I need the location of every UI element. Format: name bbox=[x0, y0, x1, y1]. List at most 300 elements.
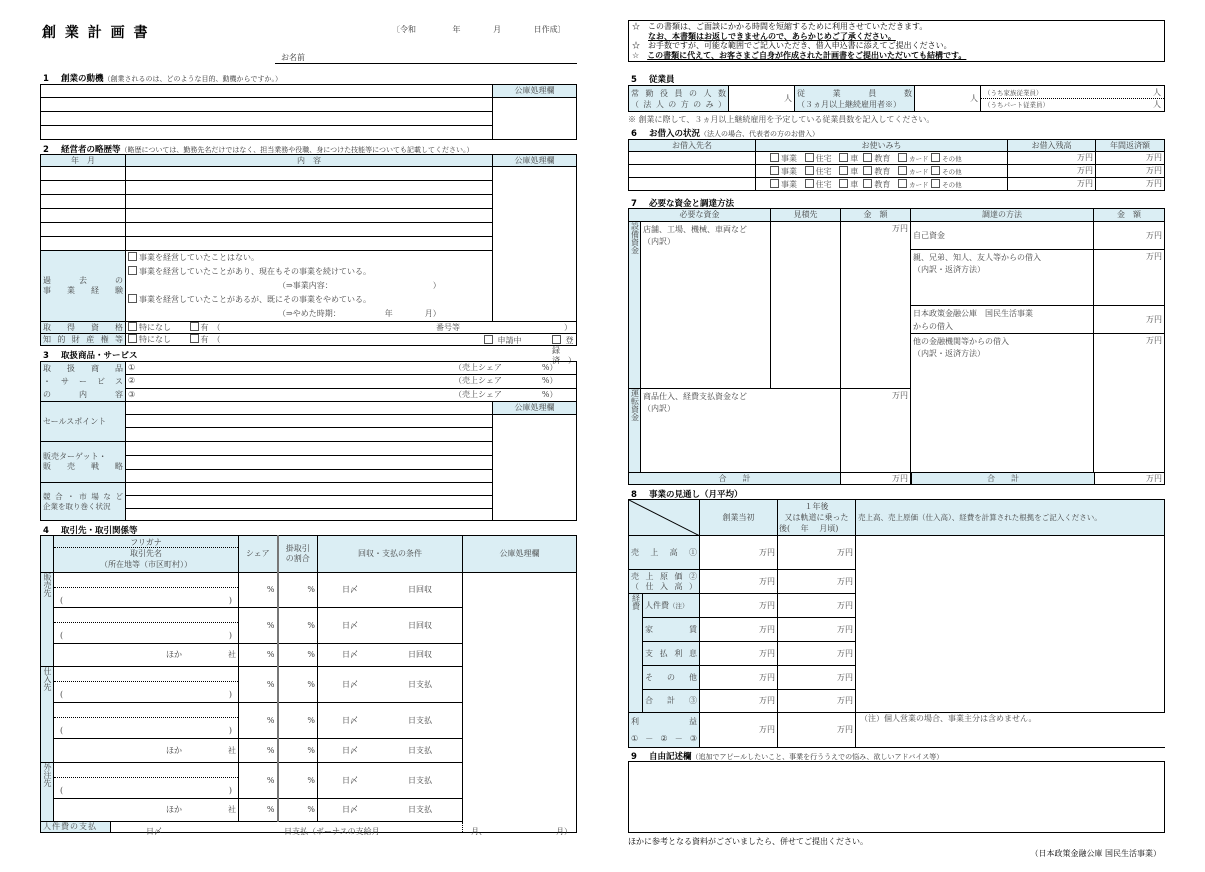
share-field[interactable]: % bbox=[239, 608, 278, 644]
paren: ( bbox=[60, 631, 64, 640]
payment-day: 日支払 bbox=[408, 745, 432, 755]
products-label bbox=[41, 362, 126, 402]
free-description-field[interactable] bbox=[628, 761, 1165, 833]
date-year-label: 年 bbox=[452, 25, 461, 34]
payment-terms[interactable] bbox=[318, 739, 463, 763]
checkbox-none[interactable] bbox=[128, 322, 137, 331]
career-date-2[interactable] bbox=[41, 181, 126, 195]
label-line: の割合 bbox=[285, 554, 310, 563]
label-line: 売上原価② bbox=[631, 571, 697, 581]
section-heading: 事業の見通し（月平均） bbox=[649, 490, 743, 500]
label-line: の 内 容 bbox=[43, 390, 123, 399]
checkbox-registered[interactable] bbox=[552, 335, 561, 344]
partner-name-label: 取引先名 bbox=[130, 549, 162, 558]
sales-partner-1[interactable] bbox=[54, 573, 239, 608]
credit-ratio-field[interactable]: % bbox=[278, 799, 318, 822]
needed-total-amount[interactable]: 万円 bbox=[841, 473, 911, 485]
annual-repayment-field-3[interactable]: 万円 bbox=[1096, 178, 1165, 191]
section-heading: 必要な資金と調達方法 bbox=[649, 199, 735, 209]
officers-count-field[interactable]: 人 bbox=[729, 86, 795, 112]
initial-header: 創業当初 bbox=[700, 500, 778, 536]
unit: 人 bbox=[1153, 99, 1161, 109]
breakdown-label: （内訳） bbox=[643, 237, 675, 246]
office-use-cell bbox=[493, 98, 577, 140]
others-label: ほか bbox=[166, 745, 182, 755]
checkbox-housing[interactable] bbox=[805, 153, 814, 162]
career-date-5[interactable] bbox=[41, 223, 126, 237]
career-content-4[interactable] bbox=[126, 209, 493, 223]
collection-terms[interactable] bbox=[318, 644, 463, 667]
category-header bbox=[41, 536, 54, 573]
section-heading: 取扱商品・サービス bbox=[61, 351, 138, 361]
relatives-loan bbox=[911, 250, 1094, 306]
label-line: 企業を取り巻く状況 bbox=[43, 501, 111, 511]
day-cutoff: 日〆 bbox=[342, 805, 358, 814]
label-line: 日本政策金融公庫 国民生活事業 bbox=[913, 308, 1033, 318]
funding-method-header: 調達の方法 bbox=[911, 209, 1094, 222]
breakdown-label: （内訳） bbox=[643, 404, 675, 413]
company-count-label: 社 bbox=[228, 805, 236, 814]
section-1-title bbox=[43, 72, 282, 84]
checkbox-yes[interactable] bbox=[190, 322, 199, 331]
profit-initial[interactable]: 万円 bbox=[700, 713, 778, 748]
career-date-4[interactable] bbox=[41, 209, 126, 223]
cogs-label bbox=[629, 570, 700, 594]
rent-initial[interactable]: 万円 bbox=[700, 618, 778, 642]
close-paren: ） bbox=[564, 323, 572, 332]
expenses-total-initial[interactable]: 万円 bbox=[700, 690, 778, 713]
date-month-label: 月 bbox=[493, 25, 502, 34]
relatives-loan-amount[interactable]: 万円 bbox=[1094, 250, 1165, 306]
section-subtitle: （追加でアピールしたいこと、事業を行ううえでの悩み、欲しいアドバイス等） bbox=[691, 753, 944, 761]
checkbox-car[interactable] bbox=[839, 179, 848, 188]
collection-terms[interactable] bbox=[318, 573, 463, 608]
checkbox-other[interactable] bbox=[931, 153, 940, 162]
working-capital-label: 運転資金 bbox=[629, 389, 641, 473]
cogs-initial[interactable]: 万円 bbox=[700, 570, 778, 594]
section-heading: 取引先・取引関係等 bbox=[61, 526, 138, 536]
career-content-2[interactable] bbox=[126, 181, 493, 195]
section-number: 1 bbox=[43, 74, 49, 84]
option-label: 住宅 bbox=[815, 179, 832, 189]
others-label: ほか bbox=[166, 805, 182, 814]
basis-field[interactable] bbox=[856, 536, 1165, 713]
label-line: （仕入高） bbox=[631, 581, 697, 591]
checkbox-other[interactable] bbox=[931, 179, 940, 188]
checkbox-business[interactable] bbox=[770, 153, 779, 162]
past-option-ceased[interactable] bbox=[128, 293, 490, 307]
ip-label: 知的財産権等 bbox=[41, 334, 126, 346]
payroll-label: 人件費の支払 bbox=[41, 822, 111, 832]
section-number: 8 bbox=[631, 490, 637, 500]
label-line: （３ヵ月以上継続雇用者※） bbox=[797, 99, 901, 109]
section-3-title bbox=[43, 349, 138, 361]
balance-field-1[interactable]: 万円 bbox=[1008, 152, 1096, 165]
number-label: 番号等 bbox=[436, 323, 460, 332]
checkbox-education[interactable] bbox=[863, 179, 872, 188]
working-capital-description[interactable] bbox=[641, 389, 841, 473]
credit-ratio-field[interactable]: % bbox=[278, 573, 318, 608]
furigana-field[interactable] bbox=[54, 575, 238, 588]
option-label: カード bbox=[909, 154, 929, 163]
label-line: 掛取引 bbox=[285, 544, 310, 553]
checkbox-other[interactable] bbox=[931, 166, 940, 175]
name-field[interactable] bbox=[275, 52, 577, 64]
past-experience-options bbox=[126, 251, 493, 322]
credit-ratio-field[interactable]: % bbox=[278, 763, 318, 799]
option-label: 車 bbox=[850, 166, 859, 176]
credit-ratio-field[interactable]: % bbox=[278, 667, 318, 703]
paren: ) bbox=[228, 726, 232, 735]
paren: ( bbox=[60, 786, 64, 795]
employees-count-field[interactable]: 人 bbox=[915, 86, 981, 112]
past-option-continuing[interactable] bbox=[128, 265, 490, 279]
profit-after[interactable]: 万円 bbox=[778, 713, 856, 748]
own-funds-amount[interactable]: 万円 bbox=[1094, 222, 1165, 250]
product-item-1[interactable] bbox=[126, 362, 577, 375]
sales-partner-2[interactable] bbox=[54, 608, 239, 644]
bonus-month-2[interactable]: 月） bbox=[556, 827, 572, 836]
other-expenses-initial[interactable]: 万円 bbox=[700, 666, 778, 690]
jfc-loan bbox=[911, 306, 1094, 334]
motivation-line-3[interactable] bbox=[41, 112, 493, 126]
product-item-3[interactable] bbox=[126, 388, 577, 401]
purchase-others[interactable] bbox=[54, 739, 239, 763]
basis-header: 売上高、売上原価（仕入高）、経費を計算された根拠をご記入ください。 bbox=[856, 500, 1165, 536]
business-content-field[interactable]: （⇒事業内容： ） bbox=[278, 281, 441, 290]
collection-day: 日回収 bbox=[408, 650, 432, 659]
section-number: 6 bbox=[631, 129, 637, 139]
label-line: 後( 年 月頃) bbox=[779, 524, 839, 533]
payment-day: 日支払 bbox=[408, 715, 432, 725]
checkbox-none[interactable] bbox=[128, 334, 137, 343]
sales-after[interactable]: 万円 bbox=[778, 536, 856, 570]
checkbox-education[interactable] bbox=[863, 153, 872, 162]
paren: ) bbox=[228, 786, 232, 795]
furigana-field[interactable] bbox=[54, 669, 238, 682]
needed-total-label: 合 計 bbox=[629, 473, 841, 485]
ceased-date-field[interactable]: （⇒やめた時期： 年 月） bbox=[278, 309, 441, 318]
use-options-3 bbox=[756, 178, 1008, 191]
checkbox-card[interactable] bbox=[898, 153, 907, 162]
career-content-3[interactable] bbox=[126, 195, 493, 209]
family-label: （うち家族従業員） bbox=[984, 88, 1043, 97]
purchase-partner-2[interactable] bbox=[54, 703, 239, 739]
section-subtitle: （略歴については、勤務先名だけではなく、担当業務や役職、身につけた技能等についても記載してください。） bbox=[120, 146, 474, 154]
share-field[interactable]: % bbox=[239, 573, 278, 608]
option-label: 事業を経営していたことはない。 bbox=[139, 253, 259, 262]
checkbox-business[interactable] bbox=[770, 166, 779, 175]
label-line: 利 益 bbox=[631, 717, 697, 726]
share-field[interactable]: % bbox=[239, 799, 278, 822]
option-label: 住宅 bbox=[815, 166, 832, 176]
purchase-partner-1[interactable] bbox=[54, 667, 239, 703]
paren: ( bbox=[60, 690, 64, 699]
option-label: 車 bbox=[850, 179, 859, 189]
employees-note: ※ 創業に際して、３ヵ月以上継続雇用を予定している従業員数を記入してください。 bbox=[628, 115, 935, 124]
outsource-others[interactable] bbox=[54, 799, 239, 822]
option-label: その他 bbox=[942, 154, 962, 163]
furigana-field[interactable] bbox=[54, 610, 238, 623]
competition-line-1[interactable] bbox=[126, 483, 493, 496]
payment-terms[interactable] bbox=[318, 799, 463, 822]
notice-line-4 bbox=[632, 51, 1161, 61]
option-label: 申請中 bbox=[497, 336, 522, 345]
funding-table bbox=[628, 208, 1165, 485]
date-suffix: 日作成〕 bbox=[533, 25, 566, 34]
career-content-6[interactable] bbox=[126, 237, 493, 251]
lender-header: お借入先名 bbox=[629, 140, 756, 152]
outsource-partner-1[interactable] bbox=[54, 763, 239, 799]
balance-header: お借入残高 bbox=[1008, 140, 1096, 152]
motivation-line-4[interactable] bbox=[41, 126, 493, 140]
family-employees-field[interactable] bbox=[981, 87, 1164, 99]
rent-label: 家 賃 bbox=[643, 618, 700, 642]
item-marker: ② bbox=[128, 376, 136, 386]
company-count-label: 社 bbox=[228, 745, 236, 755]
cogs-after[interactable]: 万円 bbox=[778, 570, 856, 594]
expenses-label: 経費 bbox=[629, 594, 643, 713]
option-label: 教育 bbox=[874, 153, 891, 163]
annual-repayment-field-2[interactable]: 万円 bbox=[1096, 165, 1165, 178]
notice-text: この書類は、ご面談にかかる時間を短縮するために利用させていただきます。 bbox=[648, 22, 928, 31]
label-line: からの借入 bbox=[913, 321, 953, 331]
sales-point-line-2[interactable] bbox=[126, 415, 493, 428]
sales-others[interactable] bbox=[54, 644, 239, 667]
payment-terms[interactable] bbox=[318, 667, 463, 703]
funding-amount-header: 金 額 bbox=[1094, 209, 1165, 222]
working-capital-amount[interactable]: 万円 bbox=[841, 389, 911, 473]
other-expenses-after[interactable]: 万円 bbox=[778, 666, 856, 690]
other-fi-loan-amount[interactable]: 万円 bbox=[1094, 334, 1165, 485]
terms-header: 回収・支払の条件 bbox=[318, 536, 463, 573]
equipment-description[interactable] bbox=[641, 222, 771, 389]
sales-point-line-1[interactable] bbox=[126, 402, 493, 415]
outsource-category-label: 外注先 bbox=[41, 763, 54, 822]
checkbox-pending[interactable] bbox=[484, 335, 493, 344]
lender-field-3[interactable] bbox=[629, 178, 756, 191]
label-line: １年後 bbox=[804, 502, 829, 511]
office-use-cell bbox=[493, 167, 577, 322]
option-label: 有 （ bbox=[200, 335, 221, 344]
corner-diagonal-cell bbox=[629, 500, 700, 536]
jfc-loan-amount[interactable]: 万円 bbox=[1094, 306, 1165, 334]
strategy-line-1[interactable] bbox=[126, 442, 493, 456]
share-field[interactable]: % bbox=[239, 667, 278, 703]
others-label: ほか bbox=[166, 650, 182, 659]
checkbox[interactable] bbox=[128, 266, 137, 275]
label-line: （法人の方のみ） bbox=[631, 99, 726, 109]
lender-field-1[interactable] bbox=[629, 152, 756, 165]
balance-field-2[interactable]: 万円 bbox=[1008, 165, 1096, 178]
label-line: 従 業 員 数 bbox=[797, 88, 912, 98]
payment-day: 日支払 bbox=[408, 679, 432, 689]
career-content-1[interactable] bbox=[126, 167, 493, 181]
paren: ( bbox=[60, 595, 64, 605]
sales-point-line-3[interactable] bbox=[126, 428, 493, 442]
quote-header: 見積先 bbox=[771, 209, 841, 222]
balance-field-3[interactable]: 万円 bbox=[1008, 178, 1096, 191]
equipment-amount-field[interactable]: 万円 bbox=[841, 222, 911, 389]
option-label: 教育 bbox=[874, 179, 891, 189]
option-label: その他 bbox=[942, 180, 962, 189]
description-label: 商品仕入、経費支払資金など bbox=[643, 392, 747, 401]
credit-ratio-field[interactable]: % bbox=[278, 703, 318, 739]
checkbox-car[interactable] bbox=[839, 153, 848, 162]
labor-initial[interactable]: 万円 bbox=[700, 594, 778, 618]
rent-after[interactable]: 万円 bbox=[778, 618, 856, 642]
interest-after[interactable]: 万円 bbox=[778, 642, 856, 666]
career-content-5[interactable] bbox=[126, 223, 493, 237]
funding-total-amount[interactable]: 万円 bbox=[1095, 473, 1164, 484]
credit-ratio-field[interactable]: % bbox=[278, 608, 318, 644]
amount-header: 金 額 bbox=[841, 209, 911, 222]
strategy-line-2[interactable] bbox=[126, 456, 493, 470]
star-icon: ☆ bbox=[632, 41, 640, 50]
labor-after[interactable]: 万円 bbox=[778, 594, 856, 618]
day-cutoff: 日〆 bbox=[342, 679, 358, 689]
checkbox-education[interactable] bbox=[863, 166, 872, 175]
label-line: 他の金融機関等からの借入 bbox=[913, 337, 1009, 346]
section-5-title bbox=[631, 73, 675, 85]
products-table bbox=[40, 361, 577, 521]
sales-share: （売上シェア %） bbox=[454, 389, 558, 399]
career-date-1[interactable] bbox=[41, 167, 126, 181]
option-label: 事業 bbox=[781, 179, 797, 189]
expenses-total-after[interactable]: 万円 bbox=[778, 690, 856, 713]
sales-initial[interactable]: 万円 bbox=[700, 536, 778, 570]
checkbox-yes[interactable] bbox=[190, 334, 199, 343]
payment-day: 日支払 bbox=[408, 775, 432, 785]
equipment-quote-field[interactable] bbox=[771, 222, 841, 389]
career-date-3[interactable] bbox=[41, 195, 126, 209]
competition-line-2[interactable] bbox=[126, 496, 493, 509]
checkbox-housing[interactable] bbox=[805, 179, 814, 188]
interest-initial[interactable]: 万円 bbox=[700, 642, 778, 666]
borrowings-table bbox=[628, 139, 1165, 191]
section-number: 3 bbox=[43, 351, 49, 361]
option-label: 教育 bbox=[874, 166, 891, 176]
competition-line-3[interactable] bbox=[126, 509, 493, 521]
office-use-cell bbox=[493, 415, 577, 521]
strategy-line-3[interactable] bbox=[126, 470, 493, 483]
label-line: 取 扱 商 品 bbox=[43, 364, 123, 373]
col-content-header: 内 容 bbox=[126, 155, 493, 167]
section-6-title bbox=[631, 127, 819, 139]
company-count-label: 社 bbox=[228, 650, 236, 659]
paren: ) bbox=[228, 690, 232, 699]
notice-line-2: なお、本書類はお返しできませんので、あらかじめご了承ください。 bbox=[648, 30, 896, 41]
purchase-category-label: 仕入先 bbox=[41, 667, 54, 763]
profit-note: （注）個人営業の場合、事業主分は含めません。 bbox=[860, 714, 1037, 723]
checkbox-card[interactable] bbox=[898, 179, 907, 188]
checkbox[interactable] bbox=[128, 252, 137, 261]
checkbox-card[interactable] bbox=[898, 166, 907, 175]
employee-breakdown bbox=[981, 86, 1165, 112]
footer-note: ほかに参考となる資料がございましたら、併せてご提出ください。 bbox=[628, 837, 868, 846]
section-heading: 創業の動機 bbox=[61, 74, 104, 84]
share-field[interactable]: % bbox=[239, 763, 278, 799]
bonus-month-1[interactable]: 月、 bbox=[471, 827, 487, 836]
payroll-cutoff-field[interactable]: 日〆 bbox=[146, 827, 162, 836]
equipment-funds-label: 設備資金 bbox=[629, 222, 641, 389]
furigana-field[interactable] bbox=[54, 705, 238, 718]
share-field[interactable]: % bbox=[239, 739, 278, 763]
employees-label bbox=[795, 86, 915, 112]
date-prefix: 〔令和 bbox=[392, 25, 416, 34]
past-option-never[interactable] bbox=[128, 251, 490, 265]
qualification-label: 取得資格 bbox=[41, 322, 126, 334]
part-label: （うちパート従業員） bbox=[984, 100, 1049, 109]
day-cutoff: 日〆 bbox=[342, 650, 358, 659]
credit-ratio-field[interactable]: % bbox=[278, 644, 318, 667]
unit: 人 bbox=[1153, 87, 1161, 97]
label-line: （内訳・返済方法） bbox=[913, 265, 985, 274]
funding-total-row bbox=[911, 472, 1165, 485]
paren: ) bbox=[228, 595, 232, 605]
col-date-header: 年 月 bbox=[41, 155, 126, 167]
sales-share: （売上シェア %） bbox=[454, 376, 558, 386]
part-time-employees-field[interactable] bbox=[981, 99, 1164, 111]
collection-day: 日回収 bbox=[408, 620, 432, 630]
motivation-line-2[interactable] bbox=[41, 98, 493, 112]
option-label: 事業 bbox=[781, 166, 797, 176]
paren: ) bbox=[228, 631, 232, 640]
location-label: （所在地等（市区町村）） bbox=[100, 560, 192, 569]
credit-ratio-field[interactable]: % bbox=[278, 739, 318, 763]
star-icon: ☆ bbox=[632, 22, 640, 31]
checkbox-car[interactable] bbox=[839, 166, 848, 175]
use-options-1 bbox=[756, 152, 1008, 165]
competition-label bbox=[41, 483, 126, 521]
motivation-line-1[interactable] bbox=[41, 85, 493, 98]
label-line: ・ サ ー ビ ス bbox=[43, 377, 123, 386]
share-field[interactable]: % bbox=[239, 644, 278, 667]
section-number: 5 bbox=[631, 75, 637, 85]
label-line: 又は軌道に乗った bbox=[784, 513, 849, 522]
payment-terms[interactable] bbox=[318, 703, 463, 739]
option-label: 特になし bbox=[139, 323, 171, 332]
section-heading: お借入の状況 bbox=[649, 129, 701, 139]
office-use-cell bbox=[463, 573, 577, 833]
office-use-header: 公庫処理欄 bbox=[493, 155, 577, 167]
career-date-6[interactable] bbox=[41, 237, 126, 251]
sales-category-label: 販売先 bbox=[41, 573, 54, 667]
label-line: 販売ターゲット・ bbox=[43, 452, 107, 461]
product-item-2[interactable] bbox=[126, 375, 577, 388]
section-number: 4 bbox=[43, 526, 49, 536]
payroll-row bbox=[41, 822, 577, 836]
item-marker: ③ bbox=[128, 389, 136, 399]
payroll-pay-field[interactable]: 日支払（ボーナスの支給月 bbox=[284, 827, 380, 836]
collection-terms[interactable] bbox=[318, 608, 463, 644]
label-text: 人件費 bbox=[645, 600, 669, 610]
furigana-field[interactable] bbox=[54, 765, 238, 778]
checkbox[interactable] bbox=[128, 294, 137, 303]
option-label: 事業を経営していたことがあるが、既にその事業をやめている。 bbox=[139, 295, 371, 304]
expenses-total-label: 合 計 ③ bbox=[643, 690, 700, 713]
office-use-header: 公庫処理欄 bbox=[493, 402, 577, 415]
share-field[interactable]: % bbox=[239, 703, 278, 739]
annual-repayment-field-1[interactable]: 万円 bbox=[1096, 152, 1165, 165]
lender-field-2[interactable] bbox=[629, 165, 756, 178]
annual-repayment-header: 年間返済額 bbox=[1096, 140, 1165, 152]
checkbox-housing[interactable] bbox=[805, 166, 814, 175]
needed-funds-header: 必要な資金 bbox=[629, 209, 771, 222]
label-line: 販 売 戦 略 bbox=[43, 462, 123, 471]
payment-terms[interactable] bbox=[318, 763, 463, 799]
checkbox-business[interactable] bbox=[770, 179, 779, 188]
